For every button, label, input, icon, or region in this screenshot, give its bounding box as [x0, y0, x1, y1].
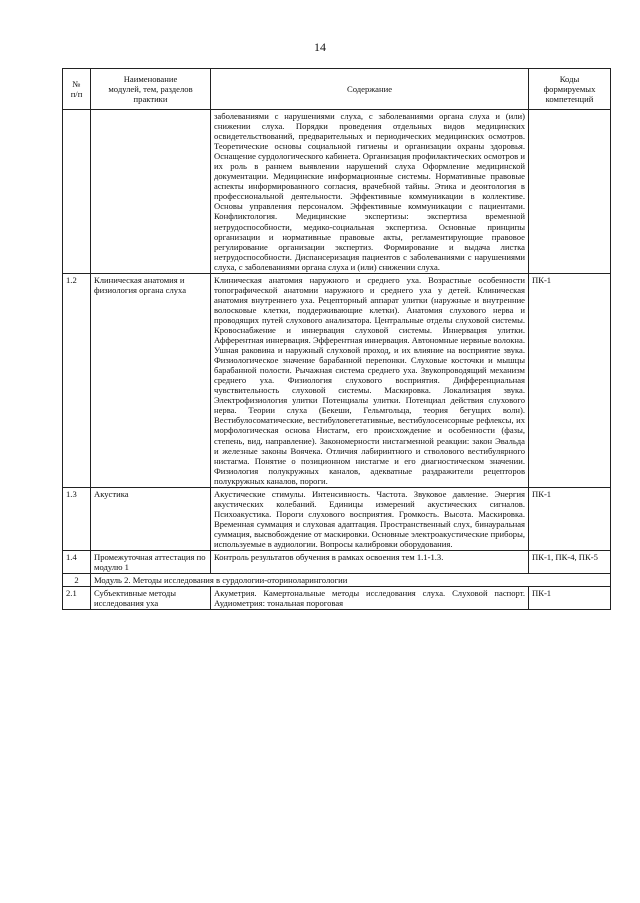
row-number: 1.4	[63, 551, 91, 574]
module-number: 2	[63, 574, 91, 587]
row-number: 1.3	[63, 487, 91, 550]
row-name: Клиническая анатомия и физиология органа слуха	[91, 273, 211, 487]
header-name-line1: Наименование	[123, 73, 178, 84]
header-number	[63, 69, 91, 110]
header-codes	[529, 69, 611, 110]
header-codes-line3: компетенций	[545, 94, 594, 105]
row-content: Клиническая анатомия наружного и среднего уха. Возрастные особенности топографической анатомии наружного и среднего уха у детей. Клиническая анатомия внутреннего уха. Рецепторный аппарат улитки (наружные и внутренние волосковые клетки, поддерживающие клетки). Анатомия слухового нерва и проводящих путей слухового анализатора. Центральные отделы слуховой системы. Кровоснабжение и иннервация слуховой системы. Иннервация улитки. Афферентная иннервация. Эфферентная иннервация. Автономные нервные волокна. Ушная раковина и наружный слуховой проход, и их влияние на восприятие звука. Физиологическое значение барабанной перепонки. Слуховые косточки и мышцы барабанной полости. Рычажная система среднего уха. Звукопроводящий механизм среднего уха. Физиология слухового восприятия. Дифференциальная чувствительность слуховой системы. Маскировка. Локализация звука. Электрофизиология улитки Потенциалы улитки. Потенциал действия слухового нерва. Теории слуха (Бекеши, Гельмгольца, теория бегущих волн). Вестибулосоматические, вестибуловегетативные, вестибулосенсорные рефлексы, их морфологическая основа Нистагм, его происхождение и особенности (фазы, степень, вид, направление). Закономерности нистагменной реакции: закон Эвальда и железные законы Воячека. Отличия лабиринтного и стволового вестибулярного нистагма. Понятие о позиционном нистагме и его диагностическом значении. Физиология полукружных каналов, адекватные раздражители рецепторов полукружных каналов, пороги.	[211, 273, 529, 487]
table-row	[63, 487, 611, 550]
row-content: Акустические стимулы. Интенсивность. Частота. Звуковое давление. Энергия акустических колебаний. Единицы измерений акустических сигналов. Психоакустика. Пороги слухового восприятия. Громкость. Высота. Маскировка. Временная суммация и слуховая адаптация. Пространственный слух, бинауральная суммация, высвобождение от маскировки. Основные электроакустические приборы, используемые в аудиологии. Вопросы калибровки оборудования.	[211, 487, 529, 550]
page-number: 14	[314, 40, 326, 54]
row-codes	[529, 110, 611, 274]
header-codes-line2: формируемых	[543, 83, 596, 94]
module-title: Модуль 2. Методы исследования в сурдологии-оториноларингологии	[91, 574, 611, 587]
header-content: Содержание	[211, 69, 529, 110]
header-codes-line1: Коды	[559, 73, 580, 84]
row-name	[91, 110, 211, 274]
row-content: Контроль результатов обучения в рамках освоения тем 1.1-1.3.	[211, 551, 529, 574]
row-codes: ПК-1	[529, 487, 611, 550]
table-row	[63, 551, 611, 574]
row-name: Акустика	[91, 487, 211, 550]
table-row	[63, 110, 611, 274]
curriculum-table	[62, 68, 611, 610]
header-number-line1: №	[72, 78, 81, 89]
row-number	[63, 110, 91, 274]
table-row	[63, 273, 611, 487]
row-name: Субъективные методы исследования уха	[91, 587, 211, 610]
row-codes: ПК-1, ПК-4, ПК-5	[529, 551, 611, 574]
row-codes: ПК-1	[529, 273, 611, 487]
table-row	[63, 587, 611, 610]
header-name-line2: модулей, тем, разделов	[108, 83, 193, 94]
row-codes: ПК-1	[529, 587, 611, 610]
module-row	[63, 574, 611, 587]
row-number: 2.1	[63, 587, 91, 610]
table-header-row	[63, 69, 611, 110]
row-name: Промежуточная аттестация по модулю 1	[91, 551, 211, 574]
header-number-line2: п/п	[70, 89, 83, 99]
header-name-line3: практики	[133, 94, 168, 105]
row-content: Акуметрия. Камертональные методы исследования слуха. Слуховой паспорт. Аудиометрия: тональная пороговая	[211, 587, 529, 610]
row-number: 1.2	[63, 273, 91, 487]
row-content: заболеваниями с нарушениями слуха, с заболеваниями органа слуха и (или) снижении слуха. Порядки проведения отдельных видов медицинских освидетельствований, предварительных и периодических медицинских осмотров. Теоретические основы социальной гигиены и организации охраны здоровья. Оснащение сурдологического кабинета. Организация профилактических осмотров и их роль в раннем выявлении нарушений слуха Оформление медицинской документации. Медицинские информационные системы. Нормативные правовые аспекты информированного согласия, врачебной тайны. Этика и деонтология в профессиональной деятельности. Эффективные коммуникации в коллективе. Основы управления персоналом. Эффективные коммуникации с пациентами. Конфликтология. Медицинские экспертизы: экспертиза временной нетрудоспособности, медико-социальная экспертиза. Основные принципы организации и нормативные правовые акты, регламентирующие правовое регулирование организации экспертиз. Формирование и выдача листка нетрудоспособности. Диспансеризация пациентов с заболеваниями с нарушениями слуха, с заболеваниями органа слуха и (или) снижении слуха.	[211, 110, 529, 274]
header-name	[91, 69, 211, 110]
